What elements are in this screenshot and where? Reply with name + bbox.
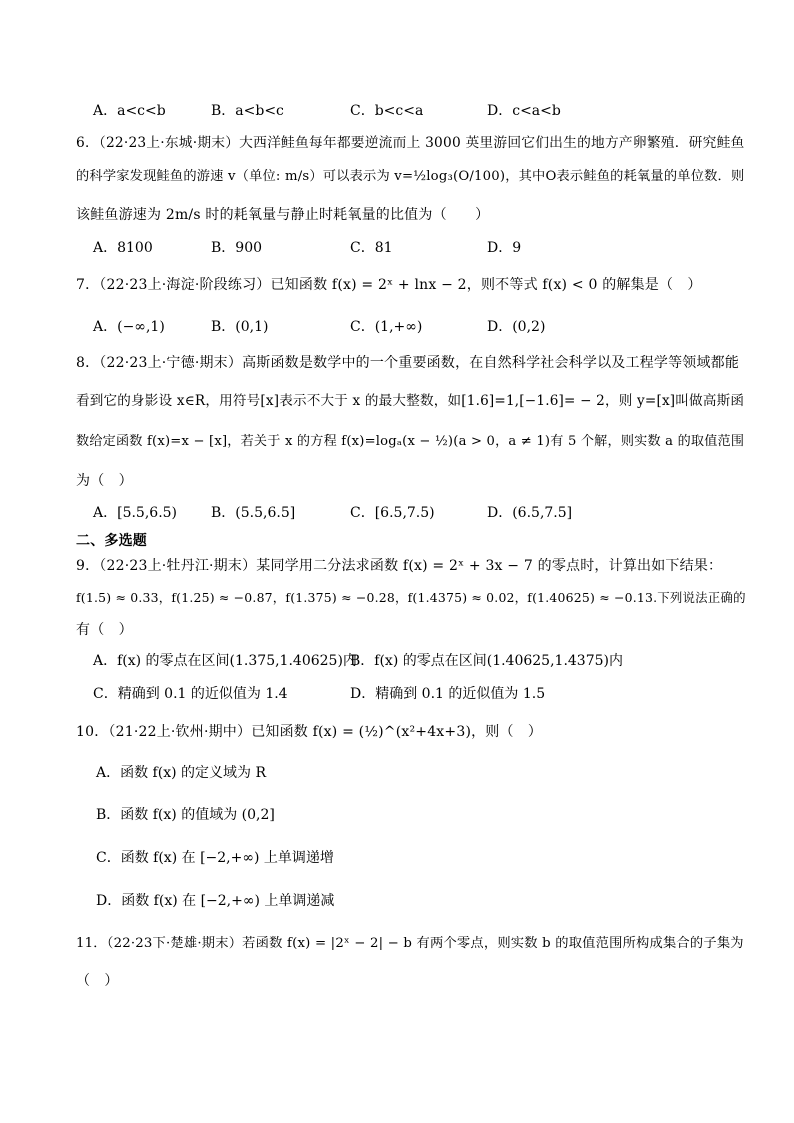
section-heading-multiple-choice: 二、多选题 bbox=[76, 533, 147, 549]
q7-line-1: 7．（22·23上·海淀·阶段练习）已知函数 f(x) = 2ˣ + lnx − 2，则不等式 f(x) < 0 的解集是（ ） bbox=[76, 277, 702, 293]
q5-option-a: A．a<c<b bbox=[93, 103, 166, 119]
q7-option-b: B．(0,1) bbox=[211, 319, 269, 335]
q5-option-c: C．b<c<a bbox=[350, 103, 424, 119]
q6-option-d: D．9 bbox=[487, 240, 522, 256]
q9-option-d: D．精确到 0.1 的近似值为 1.5 bbox=[350, 686, 546, 702]
q9-option-b: B．f(x) 的零点在区间(1.40625,1.4375)内 bbox=[350, 653, 623, 669]
q10-option-b: B．函数 f(x) 的值域为 (0,2] bbox=[96, 807, 275, 823]
q8-option-a: A．[5.5,6.5) bbox=[93, 505, 178, 521]
q6-line-2: 的科学家发现鲑鱼的游速 v（单位: m/s）可以表示为 v=½log₃(O/100)，其中O表示鲑鱼的耗氧量的单位数．则 bbox=[76, 169, 745, 184]
q7-option-a: A．(−∞,1) bbox=[93, 319, 165, 335]
q10-option-a: A．函数 f(x) 的定义域为 R bbox=[96, 765, 267, 781]
q7-option-d: D．(0,2) bbox=[487, 319, 546, 335]
q6-option-c: C．81 bbox=[350, 240, 393, 256]
q8-line-3: 数给定函数 f(x)=x − [x]，若关于 x 的方程 f(x)=logₐ(x − ½)(a > 0，a ≠ 1)有 5 个解，则实数 a 的取值范围 bbox=[76, 434, 745, 449]
q5-option-d: D．c<a<b bbox=[487, 103, 561, 119]
q11-line-1: 11．（22·23下·楚雄·期末）若函数 f(x) = |2ˣ − 2| − b 有两个零点，则实数 b 的取值范围所构成集合的子集为 bbox=[76, 936, 744, 951]
q8-option-d: D．(6.5,7.5] bbox=[487, 505, 573, 521]
q6-option-b: B．900 bbox=[211, 240, 263, 256]
q10-line-1: 10．（21·22上·钦州·期中）已知函数 f(x) = (½)^(x²+4x+3)，则（ ） bbox=[76, 724, 543, 740]
q9-option-a: A．f(x) 的零点在区间(1.375,1.40625)内 bbox=[93, 653, 357, 669]
q9-line-1: 9．（22·23上·牡丹江·期末）某同学用二分法求函数 f(x) = 2ˣ + 3x − 7 的零点时，计算出如下结果： bbox=[76, 558, 723, 574]
q6-option-a: A．8100 bbox=[93, 240, 153, 256]
q10-option-c: C．函数 f(x) 在 [−2,+∞) 上单调递增 bbox=[96, 850, 334, 866]
q7-option-c: C．(1,+∞) bbox=[350, 319, 423, 335]
q9-line-2: f(1.5) ≈ 0.33，f(1.25) ≈ −0.87，f(1.375) ≈ −0.28，f(1.4375) ≈ 0.02，f(1.40625) ≈ −0.13.下列说法正确的 bbox=[76, 590, 746, 605]
q9-line-3: 有（ ） bbox=[76, 622, 133, 638]
q10-option-d: D．函数 f(x) 在 [−2,+∞) 上单调递减 bbox=[96, 893, 335, 909]
q8-option-c: C．[6.5,7.5) bbox=[350, 505, 435, 521]
q8-line-2: 看到它的身影设 x∈R，用符号[x]表示不大于 x 的最大整数，如[1.6]=1,[−1.6]= − 2，则 y=[x]叫做高斯函 bbox=[76, 393, 745, 409]
q8-line-4: 为（ ） bbox=[76, 473, 133, 489]
q9-option-c: C．精确到 0.1 的近似值为 1.4 bbox=[93, 686, 288, 702]
q5-option-b: B．a<b<c bbox=[211, 103, 284, 119]
q6-line-1: 6．（22·23上·东城·期末）大西洋鲑鱼每年都要逆流而上 3000 英里游回它们出生的地方产卵繁殖．研究鲑鱼 bbox=[76, 135, 745, 151]
q8-option-b: B．(5.5,6.5] bbox=[211, 505, 296, 521]
q6-line-3: 该鲑鱼游速为 2m/s 时的耗氧量与静止时耗氧量的比值为（ ） bbox=[76, 207, 490, 223]
q11-line-2: （ ） bbox=[76, 973, 119, 989]
q8-line-1: 8．（22·23上·宁德·期末）高斯函数是数学中的一个重要函数，在自然科学社会科学以及工程学等领域都能 bbox=[76, 355, 740, 371]
